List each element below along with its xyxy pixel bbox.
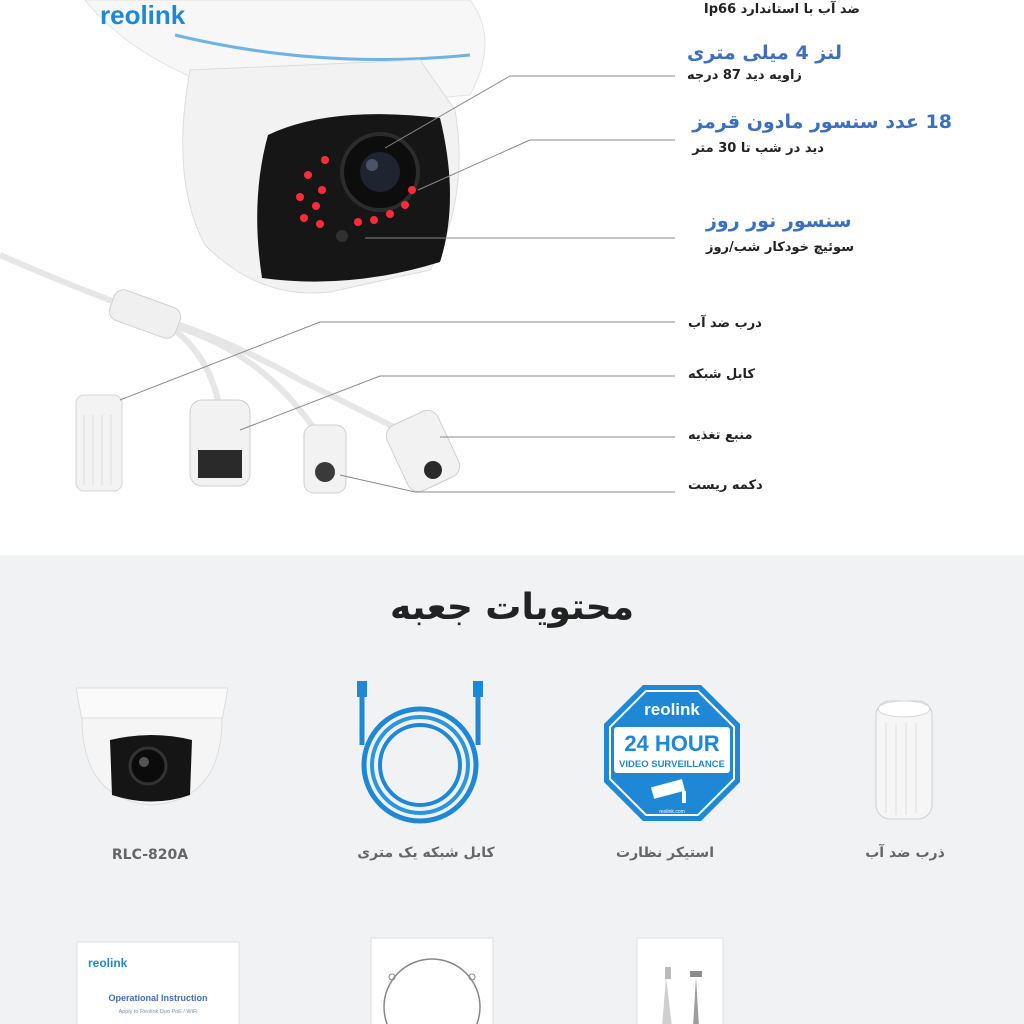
- manual-subtitle: Apply to Reolink Duo PoE / WiFi: [118, 1009, 198, 1015]
- part-label-power: منبع تغذیه: [688, 428, 753, 443]
- camera-icon: [72, 680, 232, 820]
- network-connector-part: [190, 400, 250, 486]
- lens-feature-title: لنز 4 میلی متری: [686, 42, 842, 64]
- sticker-line2: VIDEO SURVEILLANCE: [619, 759, 725, 770]
- sticker-line1: 24 HOUR: [624, 731, 720, 756]
- daylight-feature-subtitle: سوئیچ خودکار شب/روز: [705, 240, 854, 255]
- mounting-template-icon: [370, 937, 494, 1024]
- waterproof-cap-part: [76, 395, 122, 491]
- part-label-network: کابل شبکه: [688, 367, 755, 382]
- camera-caption: RLC-820A: [111, 847, 189, 863]
- manual-icon: [76, 941, 240, 1024]
- network-cable-icon: [348, 675, 498, 825]
- reset-connector-part: [304, 425, 346, 493]
- network-cable-caption: کابل شبکه یک متری: [357, 845, 495, 861]
- daylight-feature: [706, 210, 854, 255]
- waterproof-feature-text: ضد آب با استاندارد Ip66: [703, 2, 860, 17]
- sticker-brand: reolink: [644, 700, 700, 719]
- ir-feature: [692, 111, 952, 156]
- cap-caption: ذرب ضد آب: [865, 845, 945, 861]
- box-contents-section: [0, 555, 1024, 1024]
- ir-feature-title: 18 عدد سنسور مادون قرمز: [692, 111, 952, 133]
- manual-title: Operational Instruction: [108, 993, 208, 1003]
- box-contents-title: محتویات جعبه: [389, 587, 635, 628]
- sticker-caption: استیکر نظارت: [616, 845, 714, 861]
- daylight-feature-title: سنسور نور روز: [705, 210, 852, 232]
- light-sensor-icon: [336, 230, 348, 242]
- lens-feature: [687, 42, 842, 83]
- brand-logo: reolink: [100, 0, 186, 30]
- screws-icon: [636, 937, 756, 1024]
- surveillance-sticker-icon: [602, 683, 742, 823]
- sticker-url: reolink.com: [659, 809, 685, 815]
- ir-feature-subtitle: دید در شب تا 30 متر: [692, 141, 824, 156]
- power-connector-part: [382, 407, 463, 496]
- part-label-cap: درب ضد آب: [688, 316, 762, 331]
- lens-feature-subtitle: زاویه دید 87 درجه: [686, 68, 802, 83]
- part-label-reset: دکمه ریست: [688, 478, 763, 493]
- waterproof-feature: [704, 2, 860, 17]
- waterproof-cap-icon: [872, 697, 936, 823]
- manual-brand: reolink: [88, 956, 128, 970]
